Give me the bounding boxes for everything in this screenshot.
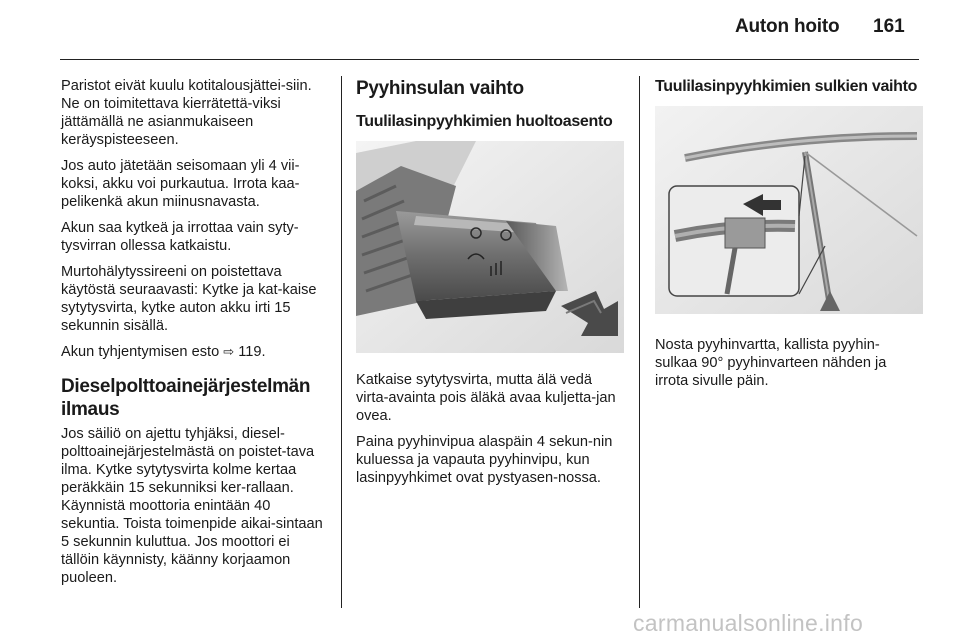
paragraph: Murtohälytyssireeni on poistettava käytöstä seuraavasti: Kytke ja kat-kaise sytytysvirta, kytke auton akku irti 15 sekunnin sisällä. [61, 264, 317, 334]
column-1 [61, 77, 329, 595]
paragraph: Akun saa kytkeä ja irrottaa vain syty-tysvirran ollessa katkaistu. [61, 220, 299, 254]
page-number: 161 [873, 16, 905, 37]
paragraph-with-reference [61, 343, 329, 361]
section-title: Auton hoito [735, 16, 840, 37]
column-divider [341, 76, 342, 608]
subsection-heading: Tuulilasinpyyhkimien huoltoasento [356, 113, 613, 130]
paragraph: Katkaise sytytysvirta, mutta älä vedä virta-avainta pois äläkä avaa kuljetta-jan ovea. [356, 372, 616, 424]
section-heading: Pyyhinsulan vaihto [356, 78, 524, 99]
paragraph: Jos auto jätetään seisomaan yli 4 vii-koksi, akku voi purkautua. Irrota kaa-pelikenkä akun miinusnavasta. [61, 158, 300, 210]
page-reference-link[interactable]: 119. [238, 344, 266, 360]
paragraph: Jos säiliö on ajettu tyhjäksi, diesel-polttoainejärjestelmästä on poistet-tava ilma. Kytke sytytysvirta kolme kertaa peräkkäin 15 sekunniksi ker-rallaan. Käynnistä moottoria enintään 40 sekuntia. Toista toimenpide aikai-sintaan 5 sekunnin kuluttua. Jos moottori ei tällöin käynnisty, käänny korjaamon puoleen. [61, 426, 323, 586]
reference-text: Akun tyhjentymisen esto [61, 344, 220, 360]
paragraph: Paristot eivät kuulu kotitalousjättei-siin. Ne on toimitettava kierrätettä-viksi jättämällä ne asianmukaiseen keräyspisteeseen. [61, 78, 312, 148]
header-rule [60, 59, 919, 60]
column-2 [356, 77, 624, 495]
arrow-reference-icon: ⇨ [223, 344, 235, 359]
paragraph: Paina pyyhinvipua alaspäin 4 sekun-nin kuluessa ja vapauta pyyhinvipu, kun lasinpyyhkimet ovat pystyasen-nossa. [356, 434, 613, 486]
wiper-lever-illustration [356, 141, 624, 353]
subsection-heading: Tuulilasinpyyhkimien sulkien vaihto [655, 78, 918, 95]
paragraph: Nosta pyyhinvartta, kallista pyyhin-sulkaa 90° pyyhinvarteen nähden ja irrota sivulle päin. [655, 337, 887, 389]
wiper-blade-illustration [655, 106, 923, 314]
column-3 [655, 77, 921, 398]
watermark: carmanualsonline.info [633, 610, 864, 636]
section-heading: Dieselpolttoainejärjestelmän ilmaus [61, 376, 311, 420]
column-divider [639, 76, 640, 608]
